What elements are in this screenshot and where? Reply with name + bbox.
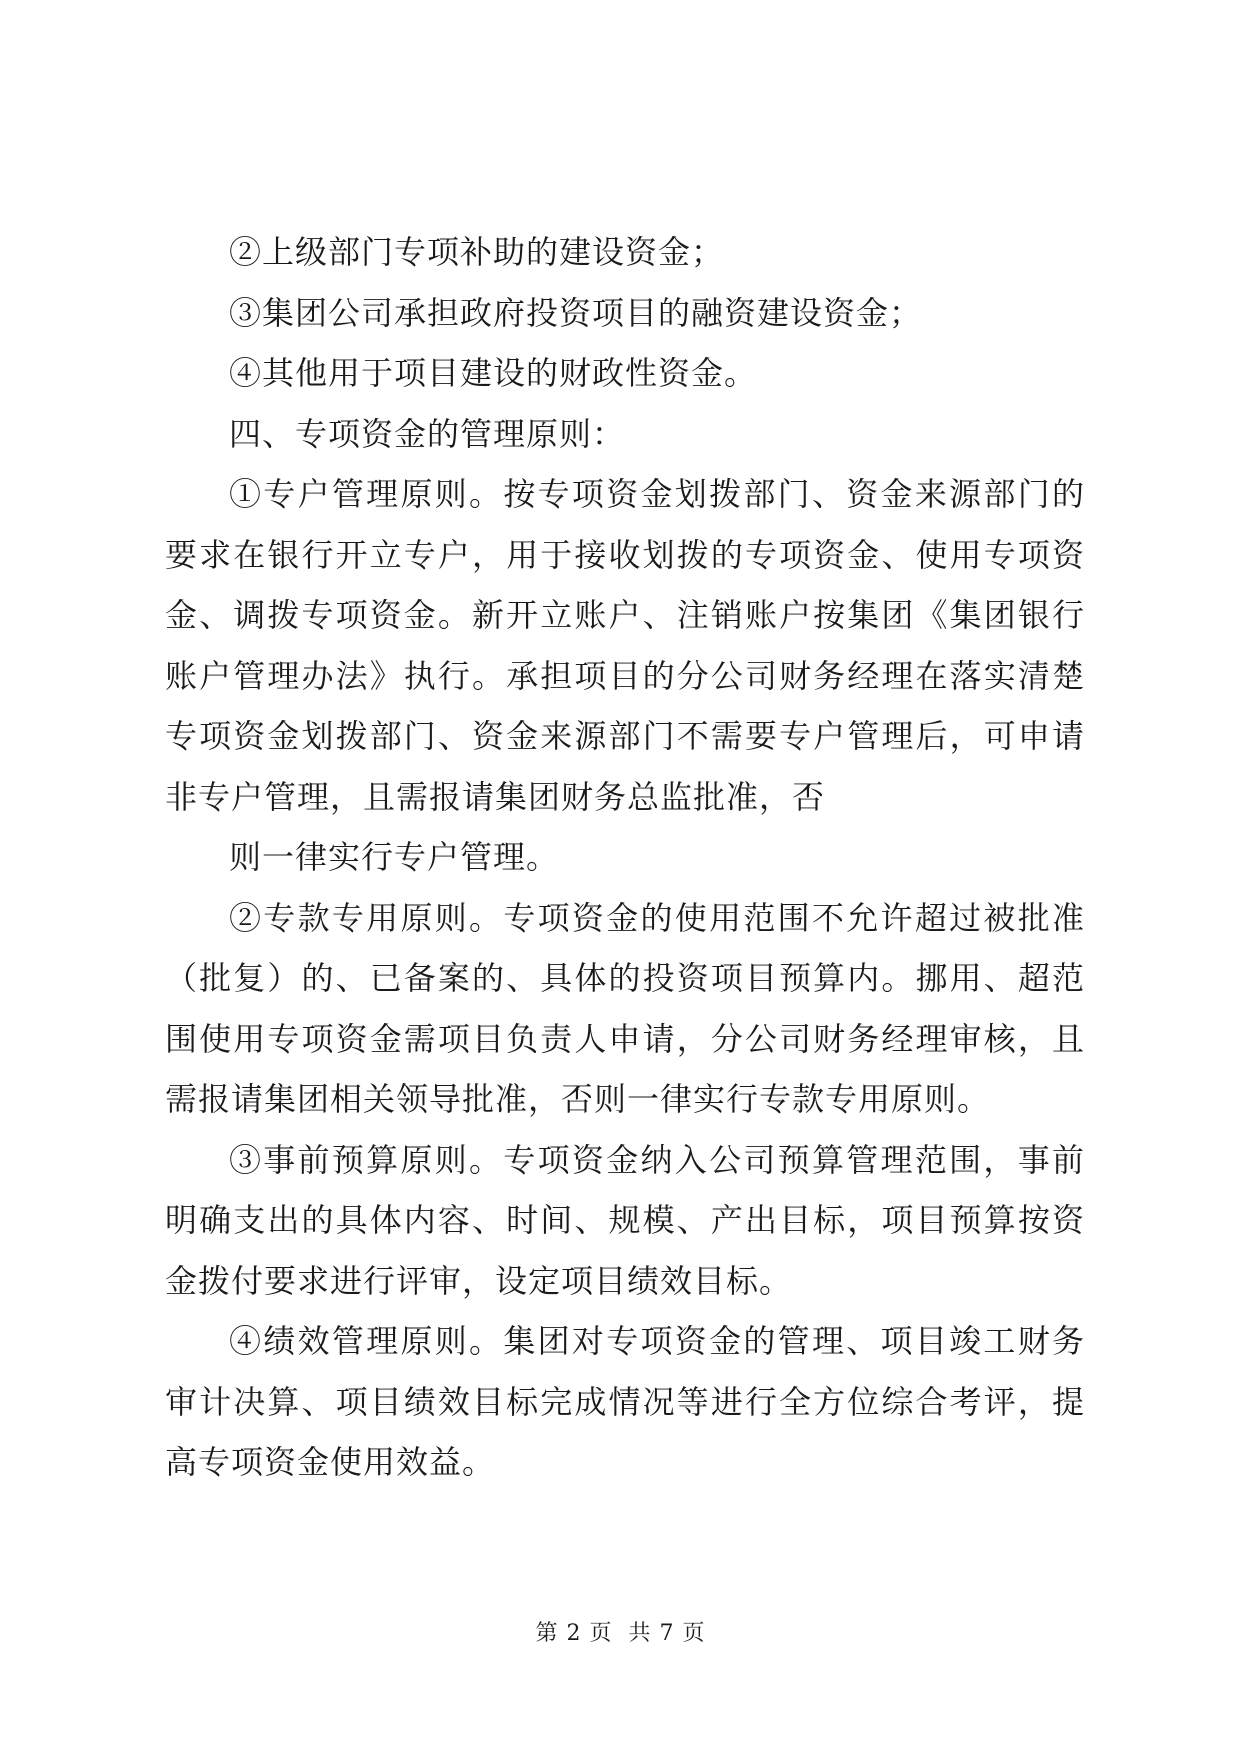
paragraph-performance-management: ④绩效管理原则。集团对专项资金的管理、项目竣工财务审计决算、项目绩效目标完成情况等进行全方位综合考评，提高专项资金使用效益。 — [165, 1322, 1085, 1481]
section-heading-principles: 四、专项资金的管理原则： — [229, 414, 626, 453]
paragraph-dedicated-account: ①专户管理原则。按专项资金划拨部门、资金来源部门的要求在银行开立专户，用于接收划拨的专项资金、使用专项资金、调拨专项资金。新开立账户、注销账户按集团《集团银行账户管理办法》执行。承担项目的分公司财务经理在落实清楚专项资金划拨部门、资金来源部门不需要专户管理后，可申请非专户管理，且需报请集团财务总监批准，否 — [165, 475, 1085, 816]
paragraph-financing-funds: ③集团公司承担政府投资项目的融资建设资金； — [229, 293, 923, 332]
paragraph-prior-budget: ③事前预算原则。专项资金纳入公司预算管理范围，事前明确支出的具体内容、时间、规模、产出目标，项目预算按资金拨付要求进行评审，设定项目绩效目标。 — [165, 1140, 1085, 1300]
document-body — [165, 222, 1085, 1493]
paragraph-dedicated-account-cont: 则一律实行专户管理。 — [229, 838, 560, 876]
page-number: 第 2 页 共 7 页 — [535, 1621, 706, 1646]
paragraph-earmarked-use: ②专款专用原则。专项资金的使用范围不允许超过被批准（批复）的、已备案的、具体的投资项目预算内。挪用、超范围使用专项资金需项目负责人申请，分公司财务经理审核，且需报请集团相关领导批准，否则一律实行专款专用原则。 — [165, 898, 1085, 1118]
paragraph-other-funds: ④其他用于项目建设的财政性资金。 — [229, 354, 758, 392]
paragraph-subsidy-funds: ②上级部门专项补助的建设资金； — [229, 233, 725, 271]
page-footer — [0, 1619, 1241, 1649]
